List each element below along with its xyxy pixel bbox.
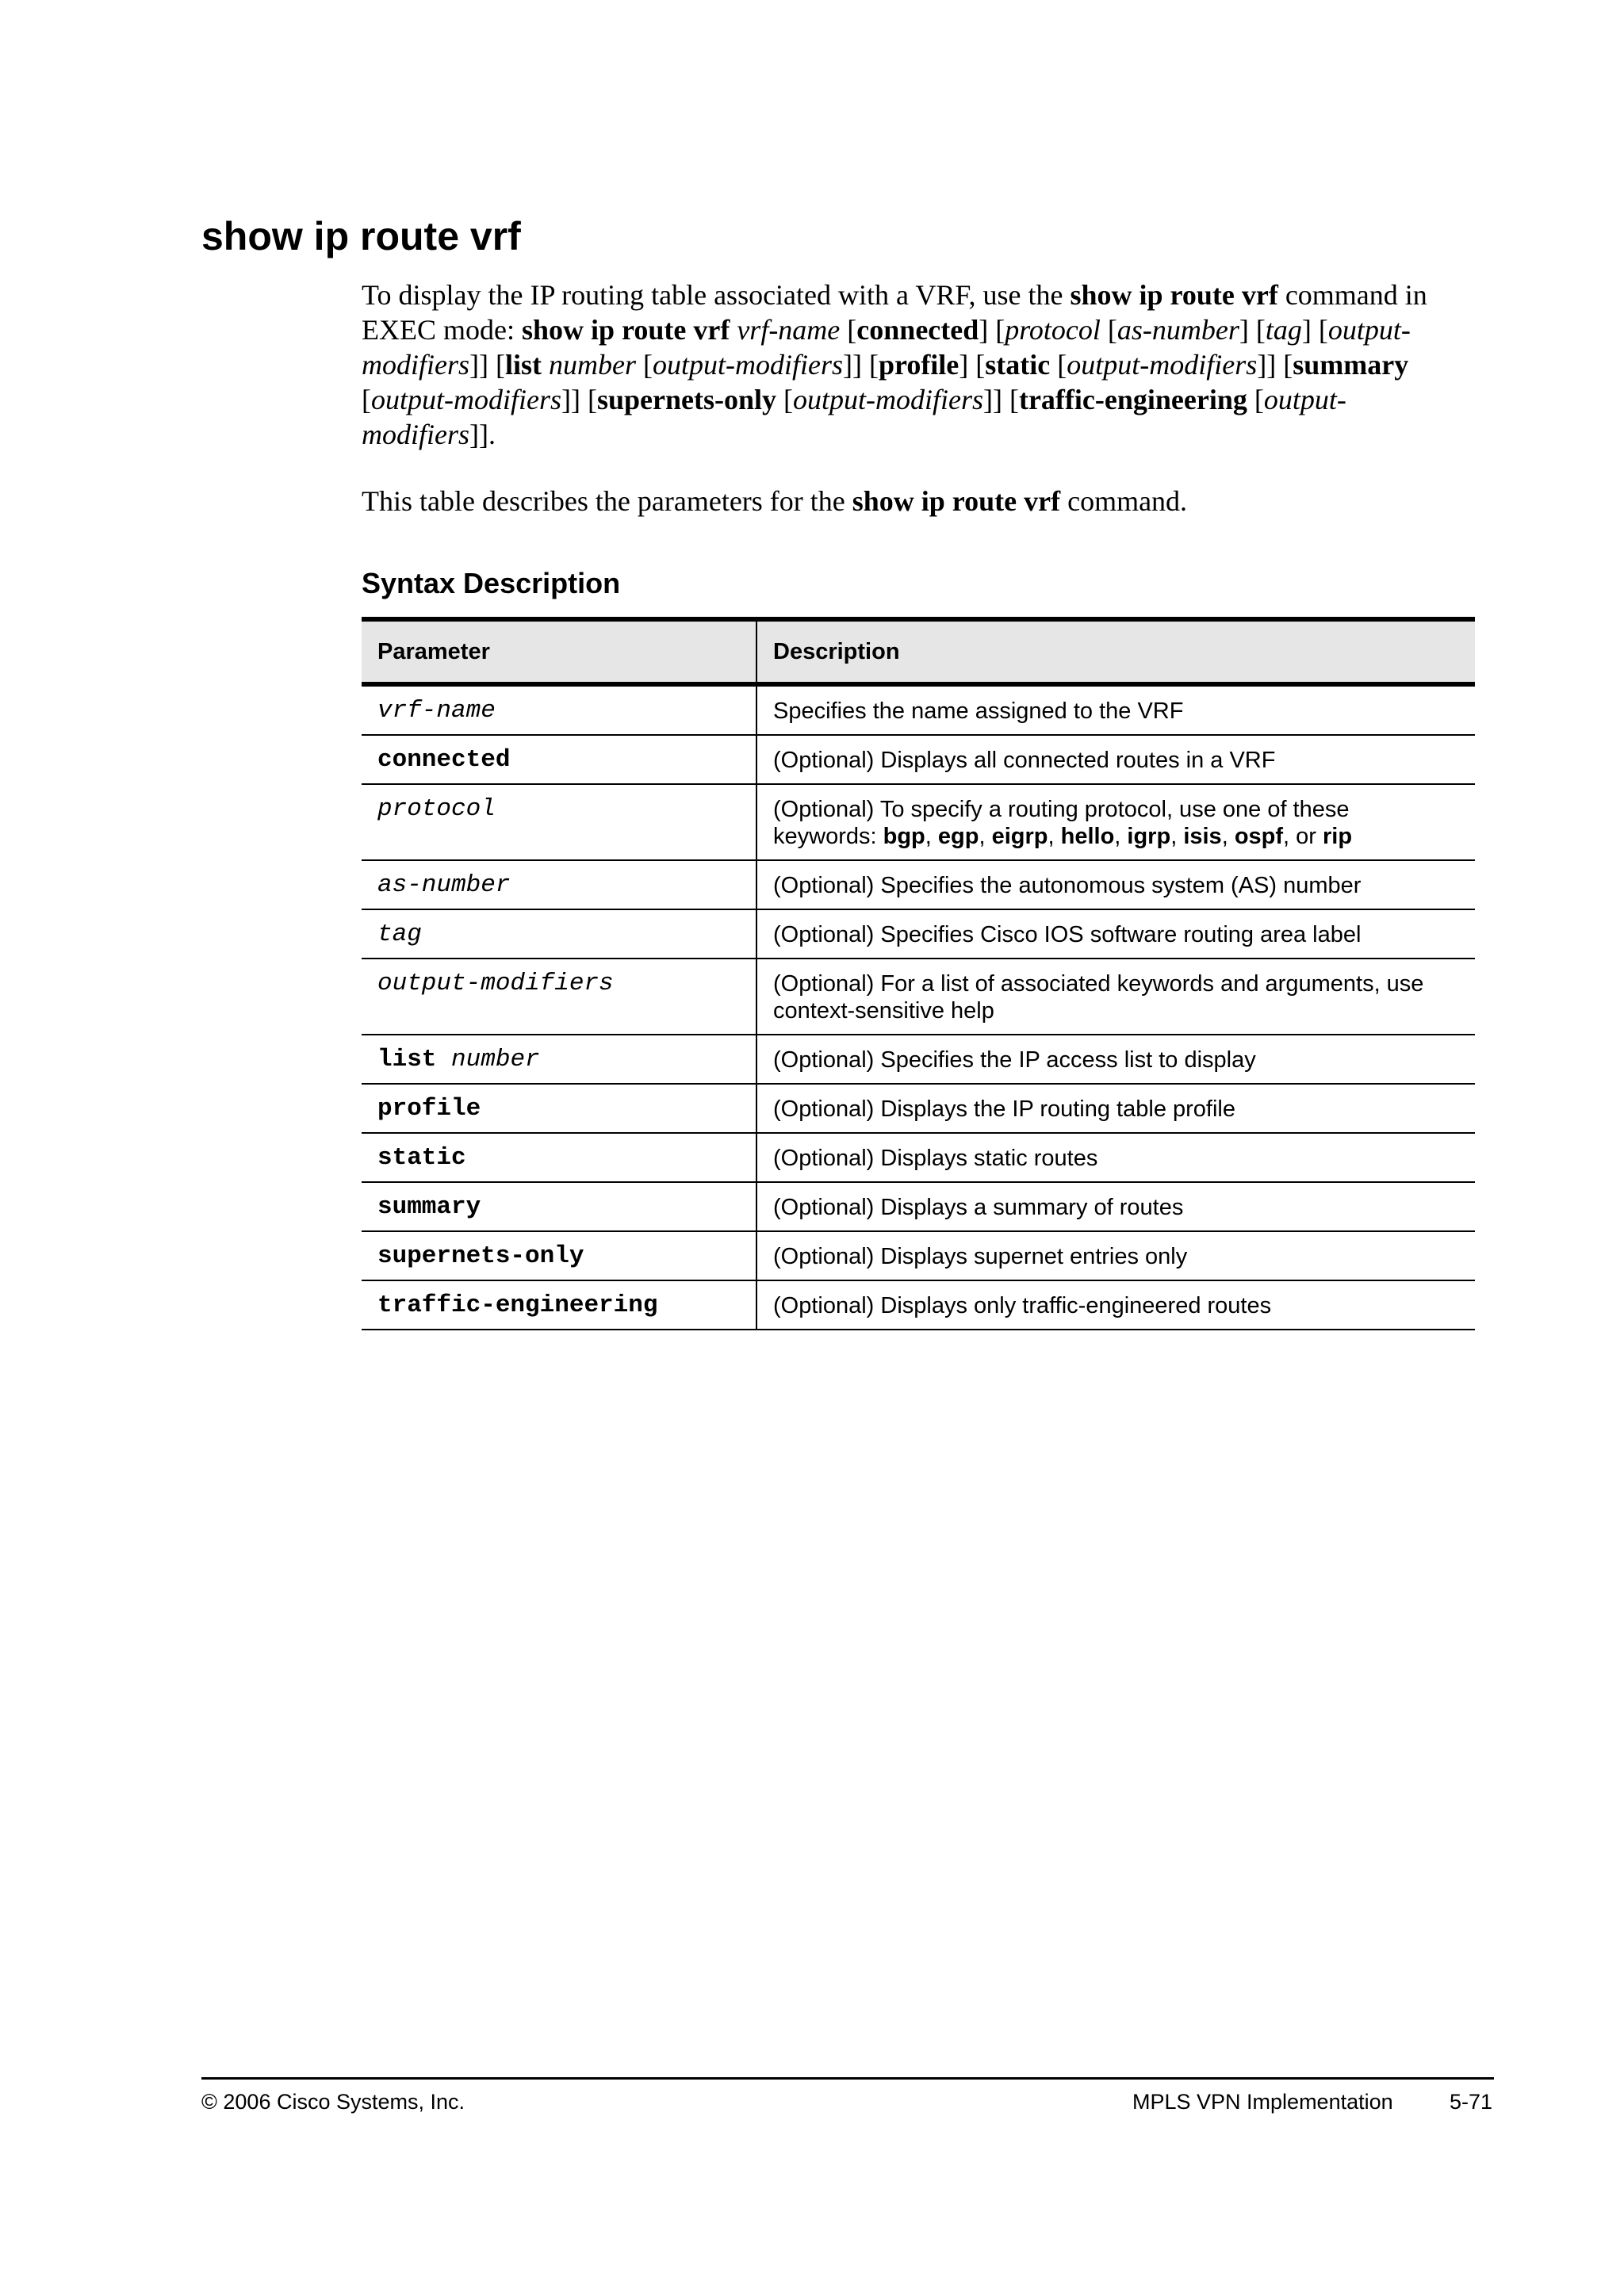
text-run: ]] [ [1257,349,1293,381]
text-run: This table describes the parameters for the [362,485,852,517]
text-run: ] [ [959,349,986,381]
text-run [730,314,737,346]
text-run: number [549,349,636,381]
text-run: [ [840,314,857,346]
parameter-text: connected [377,746,511,774]
parameter-cell [362,1231,756,1280]
table-row [362,1231,1475,1280]
text-run: command in EXEC mode: [362,279,1427,346]
parameter-text: list [377,1046,437,1073]
text-run: ]] [ [843,349,879,381]
description-text: (Optional) Displays the IP routing table profile [773,1096,1235,1122]
footer-page-number: 5-71 [1450,2090,1493,2114]
parameter-text: vrf-name [377,697,496,725]
description-text: (Optional) Displays supernet entries only [773,1244,1188,1269]
text-run: vrf-name [737,314,841,346]
text-run: ]] [ [983,384,1019,415]
description-cell [756,1133,1475,1182]
text-run: [ [362,384,371,415]
parameter-text: protocol [377,795,496,823]
parameter-text: tag [377,920,422,948]
parameter-text [436,1046,451,1073]
header-parameter: Parameter [362,619,756,684]
description-text: isis [1183,824,1222,849]
text-run: [ [1247,384,1264,415]
section-heading: Syntax Description [362,567,621,599]
text-run: protocol [1005,314,1101,346]
text-run: tag [1265,314,1302,346]
description-text: bgp [883,824,925,849]
text-run: ] [ [979,314,1005,346]
parameter-text: as-number [377,871,511,899]
parameter-text: static [377,1144,466,1172]
parameter-text: supernets-only [377,1242,584,1270]
description-text: , [1170,824,1184,849]
intro-paragraph [362,277,1475,452]
parameter-cell [362,1035,756,1084]
table-row [362,860,1475,909]
description-cell [756,784,1475,860]
parameter-cell [362,860,756,909]
description-cell [756,959,1475,1035]
parameter-cell [362,784,756,860]
table-header-row [362,619,1475,684]
text-run: ]] [ [469,349,505,381]
text-run: output-modifiers [362,384,1346,450]
table-row [362,735,1475,784]
text-run: [ [636,349,653,381]
text-run: show ip route vrf [1070,279,1278,311]
table-intro-paragraph [362,484,1475,519]
description-text: Specifies the name assigned to the VRF [773,698,1184,724]
parameter-text: output-modifiers [377,970,614,997]
description-cell [756,1231,1475,1280]
description-text: , [979,824,992,849]
description-text: (Optional) For a list of associated keywords and arguments, use context-sensitive help [773,971,1424,1024]
parameter-text: summary [377,1193,481,1221]
page-title: show ip route vrf [201,214,521,258]
header-description: Description [756,619,1475,684]
text-run: as-number [1116,314,1239,346]
parameter-text: profile [377,1095,481,1123]
description-text: eigrp [991,824,1048,849]
footer-divider [201,2077,1494,2080]
parameter-cell [362,1182,756,1231]
text-run: [ [1050,349,1067,381]
text-run: connected [856,314,979,346]
table-row [362,1084,1475,1133]
text-run: profile [878,349,959,381]
table-body [362,684,1475,1330]
description-text: , or [1283,824,1323,849]
description-text: (Optional) Displays static routes [773,1146,1098,1171]
table-row [362,1035,1475,1084]
description-cell [756,684,1475,735]
parameter-cell [362,909,756,959]
table-row [362,1182,1475,1231]
description-text: ospf [1234,824,1284,849]
text-run: [ [776,384,793,415]
text-run: traffic-engineering [1018,384,1247,415]
description-text: igrp [1127,824,1171,849]
parameter-cell [362,1280,756,1330]
content-area [362,277,1475,1330]
text-run: ]]. [469,419,496,450]
description-text: (Optional) Displays only traffic-engineered routes [773,1293,1272,1318]
description-text: (Optional) Specifies the autonomous system (AS) number [773,873,1362,898]
table-row [362,1280,1475,1330]
parameter-text: number [451,1046,540,1073]
text-run: output-modifiers [362,314,1411,381]
table-row [362,1133,1475,1182]
text-run: [ [1100,314,1117,346]
table-row [362,784,1475,860]
footer-doc-title: MPLS VPN Implementation [1132,2090,1393,2114]
description-cell [756,909,1475,959]
table-row [362,959,1475,1035]
description-text: (Optional) Displays all connected routes in a VRF [773,748,1276,773]
description-text: , [925,824,938,849]
parameter-text: traffic-engineering [377,1292,658,1319]
parameter-cell [362,959,756,1035]
parameter-cell [362,1133,756,1182]
description-cell [756,1035,1475,1084]
text-run: show ip route vrf [521,314,730,346]
text-run: To display the IP routing table associated with a VRF, use the [362,279,1071,311]
text-run: summary [1293,349,1409,381]
footer-copyright: © 2006 Cisco Systems, Inc. [201,2090,465,2114]
text-run: ] [ [1301,314,1328,346]
parameter-cell [362,1084,756,1133]
description-text: , [1114,824,1128,849]
description-cell [756,1084,1475,1133]
description-text: (Optional) Specifies Cisco IOS software routing area label [773,922,1362,947]
description-text: hello [1060,824,1115,849]
description-cell [756,1182,1475,1231]
text-run: output-modifiers [793,384,983,415]
syntax-table [362,617,1475,1330]
text-run: show ip route vrf [852,485,1061,517]
table-row [362,684,1475,735]
description-text: (Optional) Displays a summary of routes [773,1195,1184,1220]
description-cell [756,1280,1475,1330]
description-text: , [1048,824,1061,849]
text-run [542,349,549,381]
description-text: (Optional) Specifies the IP access list to display [773,1047,1256,1073]
text-run: list [504,349,542,381]
text-run: ]] [ [561,384,597,415]
text-run: output-modifiers [1067,349,1258,381]
parameter-cell [362,684,756,735]
text-run: supernets-only [596,384,776,415]
text-run: output-modifiers [653,349,843,381]
description-text: , [1221,824,1235,849]
description-cell [756,860,1475,909]
description-text: (Optional) To specify a routing protocol, use one of these keywords: [773,797,1350,849]
text-run: output-modifiers [371,384,561,415]
text-run: static [985,349,1051,381]
description-text: egp [937,824,979,849]
description-cell [756,735,1475,784]
description-text: rip [1323,824,1353,849]
text-run: command. [1060,485,1188,517]
table-row [362,909,1475,959]
text-run: ] [ [1239,314,1266,346]
parameter-cell [362,735,756,784]
